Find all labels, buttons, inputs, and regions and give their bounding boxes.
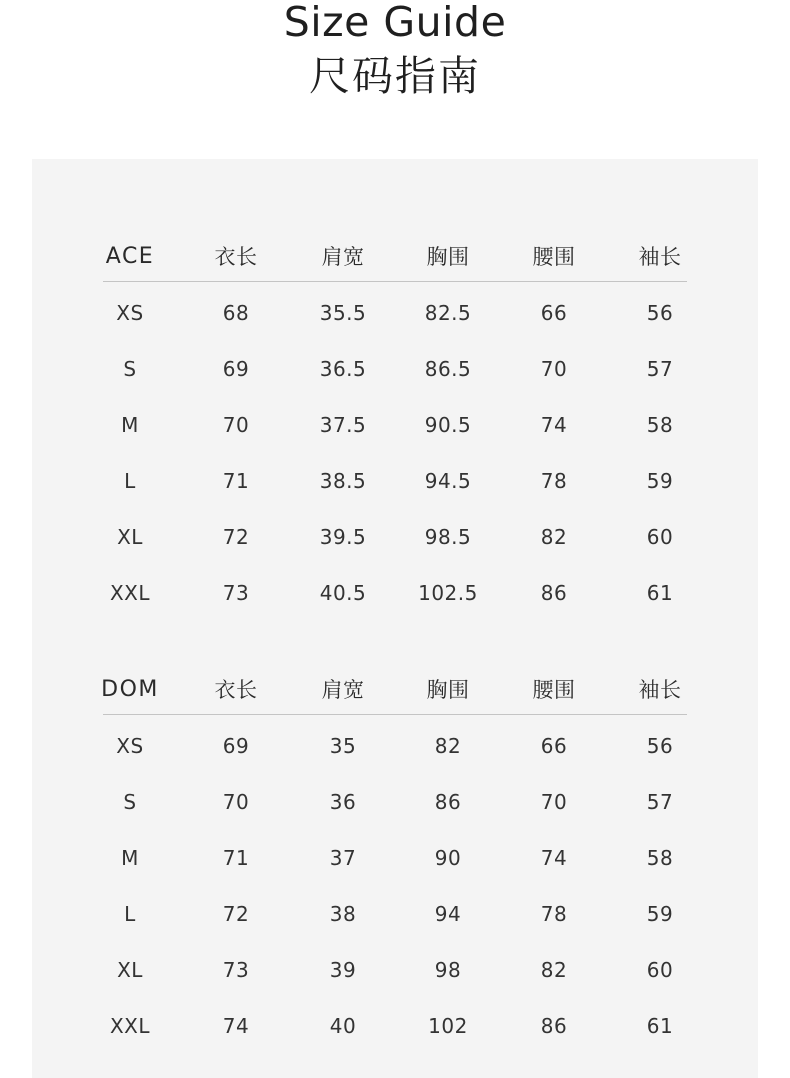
size-cell: XL (117, 525, 143, 549)
table-label: DOM (101, 677, 159, 702)
value-cell: 35 (329, 734, 357, 758)
value-cell: 82 (540, 525, 568, 549)
value-cell: 38 (329, 902, 357, 926)
value-cell: 73 (222, 581, 250, 605)
value-cell: 70 (222, 413, 250, 437)
value-cell: 40.5 (319, 581, 367, 605)
size-cell: M (121, 413, 139, 437)
value-cell: 66 (540, 301, 568, 325)
table-row (103, 724, 687, 780)
value-cell: 73 (222, 958, 250, 982)
page-subtitle: 尺码指南 (309, 52, 481, 100)
header-cell: 腰围 (532, 678, 576, 702)
table-header-row (103, 668, 687, 714)
value-cell: 69 (222, 734, 250, 758)
value-cell: 90 (434, 846, 462, 870)
size-cell: XL (117, 958, 143, 982)
value-cell: 37 (329, 846, 357, 870)
size-table-dom (103, 668, 687, 1060)
value-cell: 90.5 (424, 413, 472, 437)
header-cell: 胸围 (426, 678, 470, 702)
table-divider (103, 714, 687, 715)
value-cell: 68 (222, 301, 250, 325)
table-row (103, 347, 687, 403)
size-cell: XXL (109, 581, 151, 605)
value-cell: 70 (540, 357, 568, 381)
value-cell: 86.5 (424, 357, 472, 381)
value-cell: 38.5 (319, 469, 367, 493)
table-row (103, 515, 687, 571)
size-cell: S (123, 790, 137, 814)
value-cell: 82 (540, 958, 568, 982)
value-cell: 56 (646, 301, 674, 325)
table-row (103, 291, 687, 347)
value-cell: 61 (646, 581, 674, 605)
table-row (103, 836, 687, 892)
size-cell: XXL (109, 1014, 151, 1038)
table-label: ACE (105, 244, 155, 269)
value-cell: 36.5 (319, 357, 367, 381)
table-row (103, 459, 687, 515)
value-cell: 40 (329, 1014, 357, 1038)
value-cell: 66 (540, 734, 568, 758)
header-cell: 袖长 (638, 678, 682, 702)
value-cell: 86 (540, 1014, 568, 1038)
value-cell: 35.5 (319, 301, 367, 325)
value-cell: 59 (646, 469, 674, 493)
value-cell: 72 (222, 525, 250, 549)
value-cell: 82 (434, 734, 462, 758)
value-cell: 36 (329, 790, 357, 814)
value-cell: 74 (222, 1014, 250, 1038)
value-cell: 98.5 (424, 525, 472, 549)
value-cell: 74 (540, 846, 568, 870)
size-cell: XS (116, 301, 144, 325)
value-cell: 39 (329, 958, 357, 982)
value-cell: 57 (646, 790, 674, 814)
value-cell: 58 (646, 846, 674, 870)
header-cell: 衣长 (214, 678, 258, 702)
header-cell: 袖长 (638, 245, 682, 269)
size-cell: XS (116, 734, 144, 758)
header-cell: 肩宽 (321, 678, 365, 702)
header-cell: 胸围 (426, 245, 470, 269)
value-cell: 59 (646, 902, 674, 926)
value-cell: 72 (222, 902, 250, 926)
table-row (103, 948, 687, 1004)
value-cell: 60 (646, 958, 674, 982)
size-table-ace (103, 235, 687, 627)
value-cell: 60 (646, 525, 674, 549)
value-cell: 71 (222, 846, 250, 870)
value-cell: 78 (540, 469, 568, 493)
header-cell: 腰围 (532, 245, 576, 269)
value-cell: 94 (434, 902, 462, 926)
size-cell: M (121, 846, 139, 870)
value-cell: 70 (540, 790, 568, 814)
value-cell: 86 (434, 790, 462, 814)
value-cell: 94.5 (424, 469, 472, 493)
table-row (103, 780, 687, 836)
value-cell: 102.5 (418, 581, 478, 605)
header-cell: 肩宽 (321, 245, 365, 269)
value-cell: 69 (222, 357, 250, 381)
value-cell: 98 (434, 958, 462, 982)
size-cell: L (124, 902, 136, 926)
value-cell: 56 (646, 734, 674, 758)
table-row (103, 403, 687, 459)
value-cell: 86 (540, 581, 568, 605)
table-divider (103, 281, 687, 282)
header-cell: 衣长 (214, 245, 258, 269)
size-cell: S (123, 357, 137, 381)
size-chart-panel (32, 159, 758, 1078)
value-cell: 58 (646, 413, 674, 437)
value-cell: 71 (222, 469, 250, 493)
table-row (103, 1004, 687, 1060)
value-cell: 102 (428, 1014, 468, 1038)
table-header-row (103, 235, 687, 281)
value-cell: 39.5 (319, 525, 367, 549)
value-cell: 37.5 (319, 413, 367, 437)
size-cell: L (124, 469, 136, 493)
value-cell: 74 (540, 413, 568, 437)
value-cell: 57 (646, 357, 674, 381)
value-cell: 70 (222, 790, 250, 814)
table-row (103, 571, 687, 627)
value-cell: 61 (646, 1014, 674, 1038)
page-title: Size Guide (283, 0, 507, 46)
value-cell: 82.5 (424, 301, 472, 325)
table-row (103, 892, 687, 948)
value-cell: 78 (540, 902, 568, 926)
